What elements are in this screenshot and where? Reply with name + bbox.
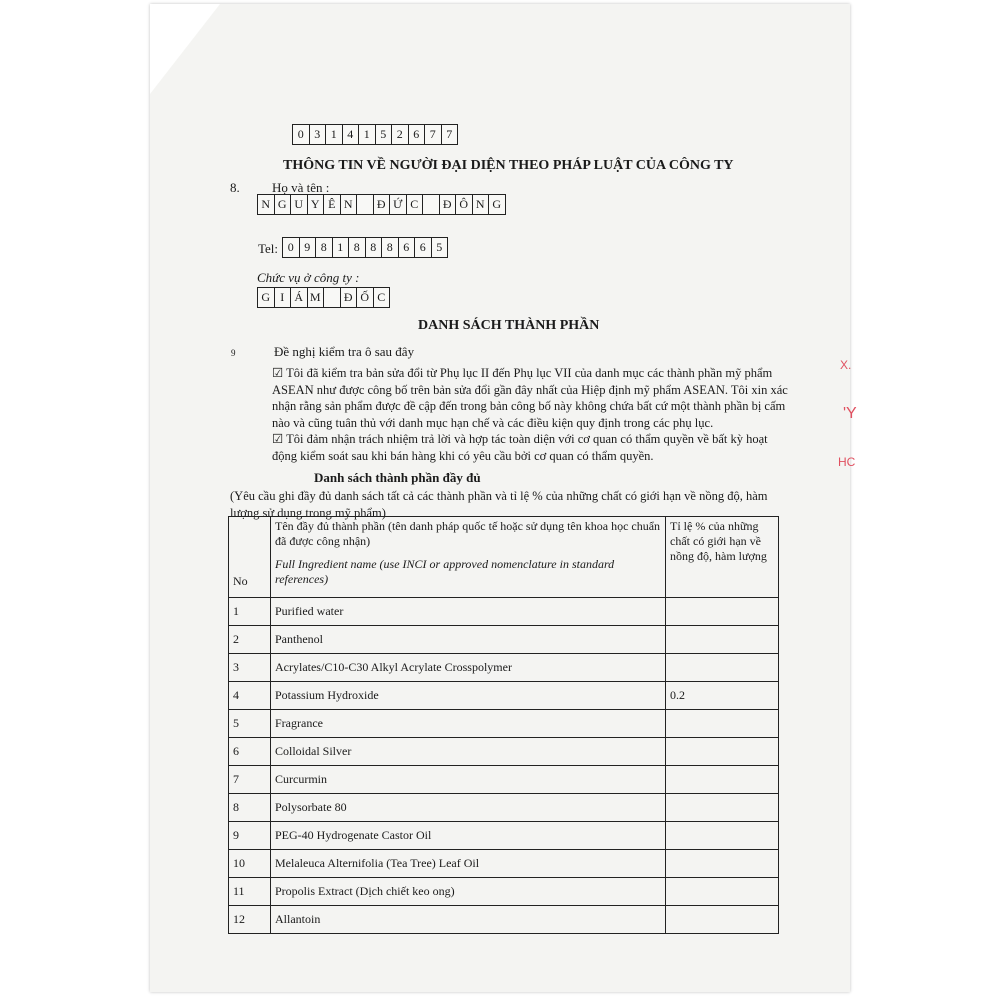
row-number: 2 (229, 626, 271, 654)
char-box: N (472, 194, 490, 215)
char-box: 8 (381, 237, 399, 258)
char-box: 6 (408, 124, 426, 145)
ingredient-name: PEG-40 Hydrogenate Castor Oil (271, 822, 666, 850)
header-name-vi: Tên đầy đủ thành phần (tên danh pháp quốc tế hoặc sử dụng tên khoa học chuẩn đã được công nhận) (275, 519, 661, 548)
ingredient-name: Acrylates/C10-C30 Alkyl Acrylate Crosspolymer (271, 654, 666, 682)
char-box: I (274, 287, 292, 308)
table-row (229, 738, 779, 766)
table-row (229, 906, 779, 934)
ingredients-table (228, 516, 779, 934)
ingredient-percentage (666, 766, 779, 794)
char-box: G (274, 194, 292, 215)
ingredients-section-title: DANH SÁCH THÀNH PHẦN (418, 318, 600, 333)
table-row (229, 850, 779, 878)
name-label: Họ và tên : (272, 180, 330, 195)
full-list-note: (Yêu cầu ghi đầy đủ danh sách tất cả các thành phần và tỉ lệ % của những chất có giới hạn về nồng độ, hàm lượng sử dụng trong mỹ phẩm) (230, 489, 768, 520)
char-box: 8 (365, 237, 383, 258)
header-percentage: Tỉ lệ % của những chất có giới hạn về nồng độ, hàm lượng (666, 517, 779, 598)
char-box: G (257, 287, 275, 308)
char-box: G (488, 194, 506, 215)
ingredient-percentage (666, 710, 779, 738)
row-number: 9 (229, 822, 271, 850)
row-number: 12 (229, 906, 271, 934)
table-row (229, 766, 779, 794)
ingredient-name: Polysorbate 80 (271, 794, 666, 822)
header-name (271, 517, 666, 598)
char-box: Ê (323, 194, 341, 215)
row-number: 6 (229, 738, 271, 766)
char-box: M (307, 287, 325, 308)
char-box: C (373, 287, 391, 308)
char-box: Ứ (389, 194, 407, 215)
table-row (229, 654, 779, 682)
row-number: 1 (229, 598, 271, 626)
ingredient-name: Purified water (271, 598, 666, 626)
char-box: N (257, 194, 275, 215)
char-box: Đ (373, 194, 391, 215)
char-box: 5 (431, 237, 449, 258)
table-row (229, 682, 779, 710)
char-box: U (290, 194, 308, 215)
representative-section-title: THÔNG TIN VỀ NGƯỜI ĐẠI DIỆN THEO PHÁP LUẬT CỦA CÔNG TY (283, 158, 734, 173)
row-number: 11 (229, 878, 271, 906)
tax-code-boxes (293, 124, 458, 145)
char-box: 1 (325, 124, 343, 145)
row-number: 4 (229, 682, 271, 710)
char-box (356, 194, 374, 215)
stamp-fragment: X. (840, 358, 852, 372)
char-box: 7 (424, 124, 442, 145)
char-box: Á (290, 287, 308, 308)
char-box: 9 (299, 237, 317, 258)
char-box: Đ (340, 287, 358, 308)
stamp-fragment: HC (838, 455, 856, 469)
char-box: Ô (455, 194, 473, 215)
char-box: 2 (391, 124, 409, 145)
name-boxes (258, 194, 506, 215)
header-name-en: Full Ingredient name (use INCI or approved nomenclature in standard references) (275, 557, 615, 586)
ingredient-percentage (666, 906, 779, 934)
tel-boxes (283, 237, 448, 258)
item-8-number: 8. (230, 180, 240, 195)
char-box: 0 (282, 237, 300, 258)
ingredient-percentage (666, 850, 779, 878)
row-number: 8 (229, 794, 271, 822)
char-box (323, 287, 341, 308)
ingredient-percentage (666, 598, 779, 626)
table-row (229, 822, 779, 850)
char-box: 7 (441, 124, 459, 145)
ingredient-name: Colloidal Silver (271, 738, 666, 766)
char-box: 6 (398, 237, 416, 258)
char-box: 3 (309, 124, 327, 145)
char-box: 1 (332, 237, 350, 258)
stamp-fragment: 'Y (843, 405, 857, 422)
declaration-checkbox-2: ☑ Tôi đảm nhận trách nhiệm trả lời và hợp tác toàn diện với cơ quan có thẩm quyền về bất kỳ hoạt động kiểm soát sau khi bán hàng khi có yêu cầu bởi cơ quan có thẩm quyền. (272, 432, 768, 463)
ingredient-name: Melaleuca Alternifolia (Tea Tree) Leaf Oil (271, 850, 666, 878)
item-9-number: 9 (231, 348, 236, 358)
ingredient-percentage (666, 626, 779, 654)
ingredient-percentage (666, 878, 779, 906)
position-boxes (258, 287, 390, 308)
ingredient-name: Fragrance (271, 710, 666, 738)
row-number: 5 (229, 710, 271, 738)
row-number: 10 (229, 850, 271, 878)
table-header-row (229, 517, 779, 598)
ingredient-name: Potassium Hydroxide (271, 682, 666, 710)
ingredient-name: Allantoin (271, 906, 666, 934)
header-no: No (229, 517, 271, 598)
table-row (229, 794, 779, 822)
ingredient-name: Curcurmin (271, 766, 666, 794)
row-number: 3 (229, 654, 271, 682)
char-box: Ố (356, 287, 374, 308)
ingredient-percentage (666, 822, 779, 850)
tel-label: Tel: (258, 241, 279, 256)
char-box: 1 (358, 124, 376, 145)
char-box: Y (307, 194, 325, 215)
table-row (229, 710, 779, 738)
char-box (422, 194, 440, 215)
char-box: 8 (315, 237, 333, 258)
full-list-title: Danh sách thành phần đầy đủ (314, 470, 481, 485)
declaration-checkbox-1: ☑ Tôi đã kiểm tra bản sửa đổi từ Phụ lục II đến Phụ lục VII của danh mục các thành phần mỹ phẩm ASEAN như được công bố trên bản sửa đổi gần đây nhất của Hiệp định mỹ phẩm ASEAN. Tôi xin xác nhận rằng sản phẩm được đề cập đến trong bản công bố này không chứa bất cứ một thành phần bị cấm nào và cũng tuân thủ với danh mục hạn chế và các điều kiện quy định trong các phụ lục. (272, 366, 788, 430)
table-row (229, 598, 779, 626)
ingredient-percentage (666, 794, 779, 822)
char-box: N (340, 194, 358, 215)
item-9-instruction: Đề nghị kiểm tra ô sau đây (274, 344, 415, 359)
char-box: 5 (375, 124, 393, 145)
table-row (229, 626, 779, 654)
ingredient-name: Panthenol (271, 626, 666, 654)
char-box: 6 (414, 237, 432, 258)
ingredient-percentage (666, 738, 779, 766)
char-box: 8 (348, 237, 366, 258)
ingredient-name: Propolis Extract (Dịch chiết keo ong) (271, 878, 666, 906)
ingredient-percentage (666, 654, 779, 682)
char-box: C (406, 194, 424, 215)
char-box: 0 (292, 124, 310, 145)
row-number: 7 (229, 766, 271, 794)
ingredient-percentage: 0.2 (666, 682, 779, 710)
char-box: Đ (439, 194, 457, 215)
table-row (229, 878, 779, 906)
position-label: Chức vụ ở công ty : (257, 270, 360, 285)
page-fold (150, 4, 220, 94)
char-box: 4 (342, 124, 360, 145)
